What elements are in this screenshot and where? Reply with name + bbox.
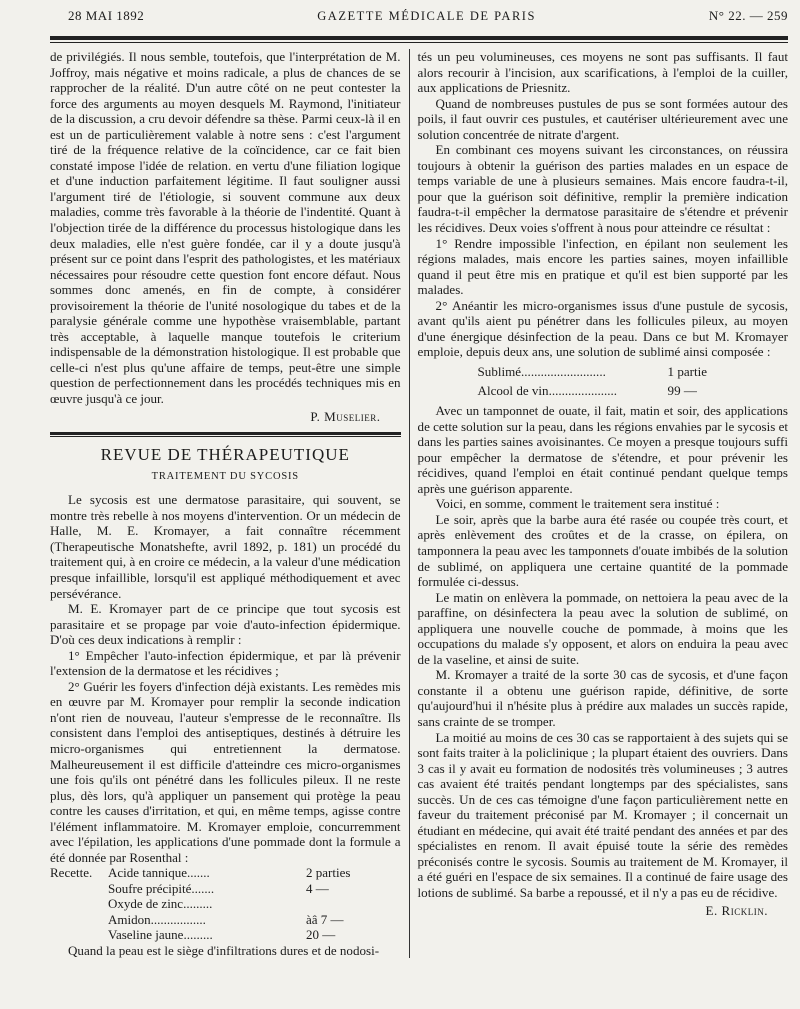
left-paragraph-6: Quand la peau est le siège d'infiltrations dures et de nodosi- — [68, 942, 380, 958]
right-paragraph-11: La moitié au moins de ces 30 cas se rapportaient à des sujets qui se sont faits traiter à la policlinique ; la plupart étaient des ouvriers. Dans 3 cas il y avait eu formation de nodosités très volumineuses ; 3 autres cas avaient été traités pendant longtemps par des spécialistes, sans succès. Un de ces cas témoigne d'une façon particulièrement nette en faveur du traitement préconisé par M. Kromayer ; il concernait un étudiant en médecine, qui avait été traité pendant des années et par des spécialistes en renom. Il avait épuisé toute la série des remèdes préconisés contre le sycosis. Soumis au traitement de M. Kromayer, il a été guéri en l'espace de six semaines. Il a continué de faire usage des lotions de sublimé. Sa barbe a repoussé, et il n'y a pas eu de récidive. — [417, 729, 788, 900]
section-rule-thin — [50, 436, 401, 437]
right-paragraph-6: Avec un tamponnet de ouate, il fait, matin et soir, des applications de cette solution sur la peau, dans les régions envahies par le sycosis et dans les parties saines avoisinantes. Ce moyen a presque toujours suffi pour empêcher la dermatose de s'étendre, et pour prévenir les récidives, quand l'emploi en était continué pendant quelque temps après une guérison apparente. — [417, 403, 788, 496]
formula-ingredient: Acide tannique....... — [108, 865, 210, 881]
section-title: REVUE DE THÉRAPEUTIQUE — [100, 445, 350, 465]
right-paragraph-8: Le soir, après que la barbe aura été rasée ou coupée très court, et après enlèvement des croûtes et de la crasse, on épilera, on tamponnera la peau avec les tamponnets d'ouate imbibés de la solution de sublimé, on appliquera une certaine quantité de la pommade formulée ci-dessus. — [417, 511, 788, 590]
header-rule-thick — [50, 36, 788, 40]
formula-ingredient: Soufre précipité....... — [108, 880, 215, 896]
right-paragraph-10: M. Kromayer a traité de la sorte 30 cas de sycosis, et d'une façon constante il a obtenu une guérison rapide, définitive, de sorte qu'aujourd'hui il n'hésite plus à prédire aux malades un succès rapide, sans crainte de se tromper. — [417, 667, 788, 729]
solution-quantity: 1 partie — [667, 363, 708, 379]
signature-ricklin: E. Ricklin. — [705, 902, 768, 918]
solution-quantity: 99 — — [667, 383, 697, 399]
formula-quantity: 4 — — [306, 880, 329, 896]
formula-recette-label: Recette. — [50, 865, 93, 881]
solution-ingredient: Sublimé.......................... — [477, 363, 606, 379]
right-column — [409, 49, 788, 958]
right-paragraph-9: Le matin on enlèvera la pommade, on nettoiera la peau avec de la paraffine, on désinfectera la peau avec la solution de sublimé, on appliquera une nouvelle couche de pommade, à moins que les occupations du malade s'y opposent, et alors on enduira la peau avec de la vaseline, et ainsi de suite. — [417, 589, 788, 667]
page-header — [50, 8, 788, 30]
right-paragraph-7: Voici, en somme, comment le traitement sera institué : — [435, 496, 720, 512]
formula-row — [50, 927, 401, 943]
right-paragraph-1: tés un peu volumineuses, ces moyens ne sont pas suffisants. Il faut alors recourir à l'incision, aux scarifications, à l'emploi de la cuiller, aux applications de Priesnitz. — [417, 49, 788, 96]
left-paragraph-4: 1° Empêcher l'auto-infection épidermique, et par là prévenir l'extension de la dermatose et les récidives ; — [50, 647, 401, 679]
formula-ingredient: Vaseline jaune......... — [108, 927, 213, 943]
formula-row — [50, 912, 401, 928]
formula-row — [50, 865, 401, 881]
right-paragraph-2: Quand de nombreuses pustules de pus se sont formées autour des poils, il faut ouvrir ces pustules, et cautériser ultérieurement avec une solution concentrée de nitrate d'argent. — [417, 95, 788, 142]
section-subtitle: TRAITEMENT DU SYCOSIS — [151, 470, 299, 482]
left-paragraph-3: M. E. Kromayer part de ce principe que tout sycosis est parasitaire et se propage par voie d'auto-infection épidermique. D'où ces deux indications à remplir : — [50, 601, 401, 648]
solution-row — [418, 364, 788, 380]
formula-row — [50, 896, 401, 912]
formula-quantity: 20 — — [306, 927, 336, 943]
section-rule-thick — [50, 432, 401, 435]
pommade-formula — [50, 865, 401, 943]
formula-ingredient: Amidon................. — [108, 911, 206, 927]
header-rule-thin — [50, 42, 788, 43]
signature-muselier: P. Muselier. — [310, 408, 381, 424]
formula-quantity: 2 parties — [306, 865, 351, 881]
header-issue-number: N° 22. — 259 — [708, 8, 788, 23]
formula-ingredient: Oxyde de zinc......... — [108, 896, 213, 912]
left-paragraph-5: 2° Guérir les foyers d'infection déjà existants. Les remèdes mis en œuvre par M. Kromayer pour remplir la seconde indication n'ont rien de nouveau, l'auteur s'empresse de le reconnaître. Ils consistent dans l'emploi des antiseptiques, destinés à détruire les micro-organismes qui entretiennent la dermatose. Malheureusement il est difficile d'atteindre ces micro-organismes une fois qu'ils ont pénétré dans les follicules pileux. Il ne reste plus, dès lors, qu'à appliquer un pansement qui protège la peau contre les causes d'irritation, et qui, en même temps, agisse contre l'élément inflammatoire. M. Kromayer emploie, concurremment avec l'épilation, les applications d'une pommade dont la formule a été donnée par Rosenthal : — [50, 678, 401, 865]
left-paragraph-2: Le sycosis est une dermatose parasitaire, qui souvent, se montre très rebelle à nos moyens d'intervention. Or un médecin de Halle, M. E. Kromayer, a fait connaître récemment (Therapeutische Monatshefte, avril 1892, p. 181) un procédé du traitement qui, à en croire ce médecin, a la valeur d'une médication presque infaillible, lorsqu'il est appliqué méthodiquement et avec persévérance. — [50, 492, 401, 601]
right-paragraph-3: En combinant ces moyens suivant les circonstances, on réussira toujours à obtenir la guérison des parties malades en un espace de temps variable de une à plusieurs semaines. Mais encore faudra-t-il, pour que la guérison soit définitive, remplir la première indication faudra-t-il empêcher la dermatose parasitaire de s'étendre et prévenir les récidives. Deux voies s'offrent à nous pour atteindre ce résultat : — [417, 142, 788, 236]
left-paragraph-1: de privilégiés. Il nous semble, toutefois, que l'interprétation de M. Joffroy, mais négative et moins radicale, a plus de chances de se rapprocher de la réalité. D'un autre côté on ne peut contester la force des arguments au moyen desquels M. Raymond, l'initiateur de la discussion, a cru devoir défendre sa thèse. Parmi ceux-là il en est un de particulièrement valable à notre sens : c'est l'argument tiré de la fréquence relative de la coïncidence, car ce fait bien constaté impose l'idée de relation. en vertu d'une filiation logique et d'une induction parfaitement légitime. Il faut souligner aussi l'argument tiré de l'étiologie, si souvent commune aux deux maladies, comme très favorable à la théorie de l'indentité. Quant à l'objection tirée de la différence du processus histologique dans les deux maladies, elle n'est guère fondée, car il y a doute jusqu'à présent sur ce point dans l'esprit des pathologistes, et les matériaux nécessaires pour résoudre cette question font encore défaut. Nous sommes donc amenés, en fin de compte, à considérer provisoirement la théorie de l'unité nosologique du tabes et de la paralysie générale comme une hypothèse vraisemblable, partant très acceptable, à laquelle manque toutefois le criterium indispensable de la démonstration histologique. Il est probable que celle-ci n'est plus qu'une affaire de temps, peut-être une simple question de perfectionnement dans les procédés techniques mis en œuvre jusqu'à ce jour. — [50, 49, 401, 407]
right-paragraph-5: 2° Anéantir les micro-organismes issus d'une pustule de sycosis, avant qu'ils aient pu pénétrer dans les follicules pileux, au moyen d'une énergique désinfection de la peau. Dans ce but M. Kromayer emploie, depuis deux ans, une solution de sublimé ainsi composée : — [417, 297, 788, 360]
right-paragraph-4: 1° Rendre impossible l'infection, en épilant non seulement les régions malades, mais encore les parties saines, moyen infaillible quand il peut être mis en pratique et qu'il est bien supporté par les malades. — [417, 235, 788, 298]
article-columns — [50, 49, 788, 958]
header-journal-title: GAZETTE MÉDICALE DE PARIS — [317, 9, 536, 23]
header-date: 28 MAI 1892 — [68, 8, 145, 23]
formula-aa-quantity: àâ 7 — — [306, 911, 344, 927]
left-column — [50, 49, 409, 958]
formula-row — [50, 881, 401, 897]
solution-ingredient: Alcool de vin..................... — [477, 383, 618, 399]
solution-row — [418, 383, 788, 399]
